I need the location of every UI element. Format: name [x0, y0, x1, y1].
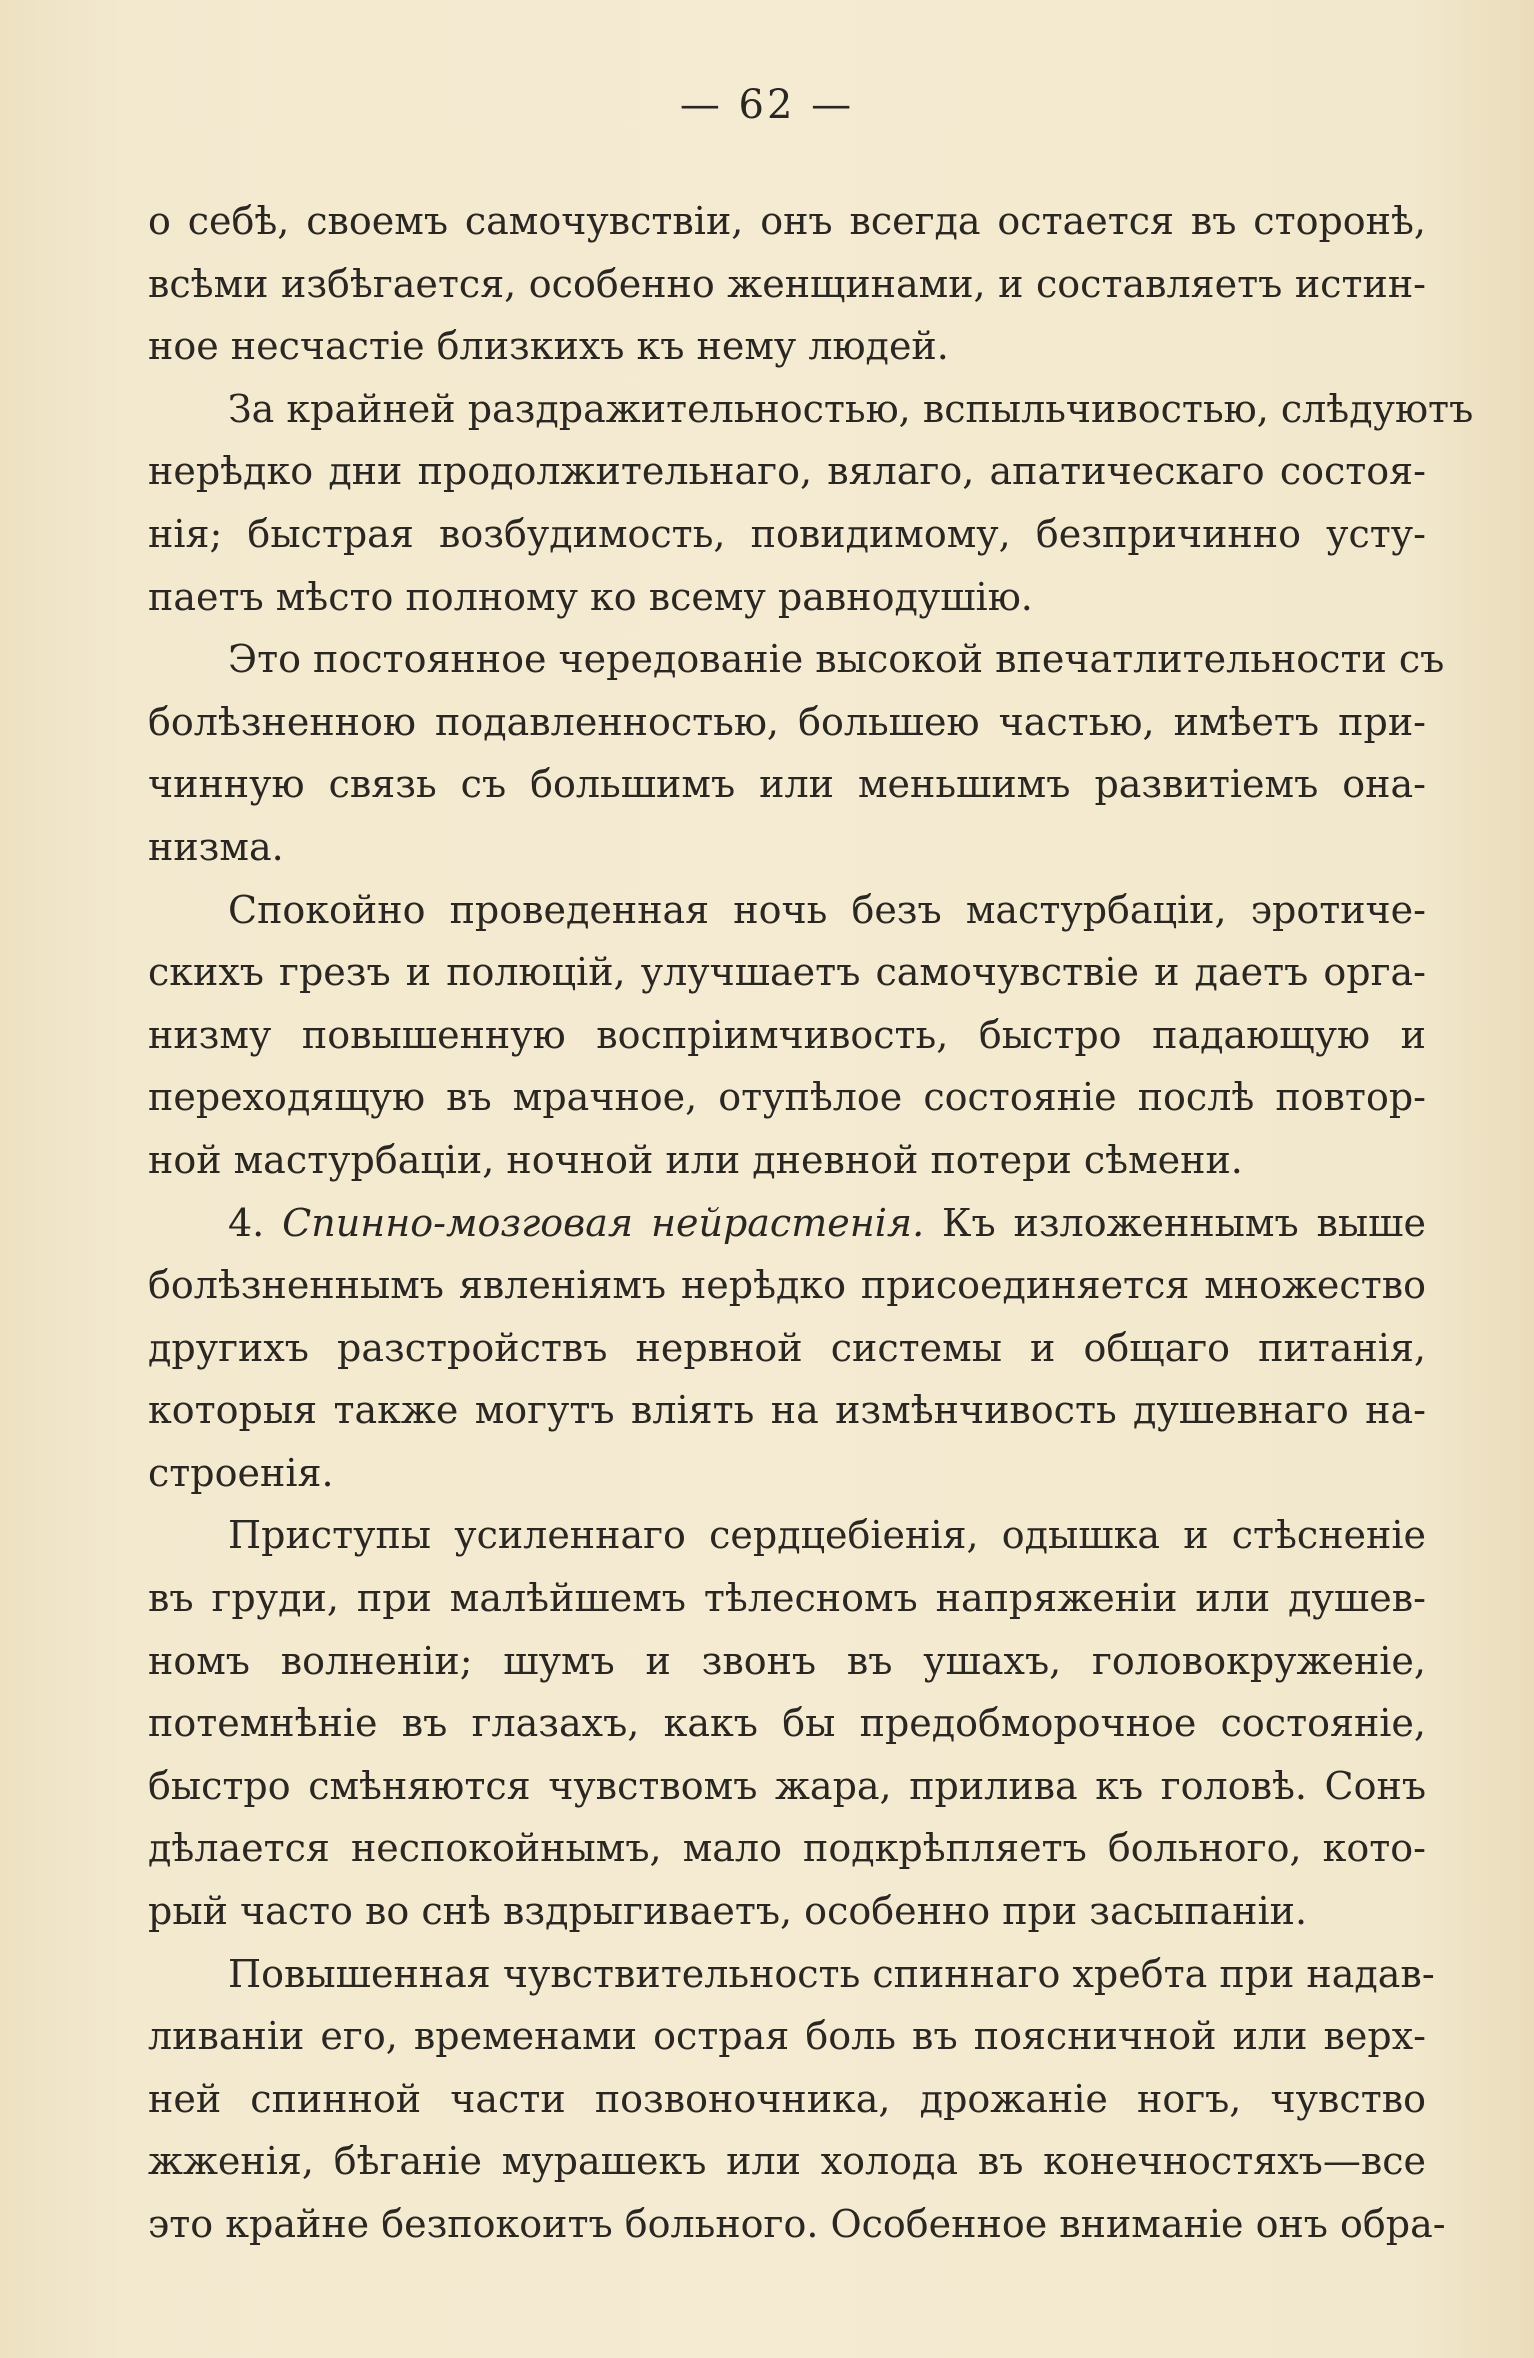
text-line: Повышенная чувствительность спиннаго хребта при надав-	[228, 1951, 1435, 1996]
text-line: въ груди, при малѣйшемъ тѣлесномъ напряженіи или душев-	[148, 1576, 1426, 1621]
text-line: Это постоянное чередованіе высокой впечатлительности съ	[228, 637, 1445, 682]
text-line: ной мастурбаціи, ночной или дневной потери сѣмени.	[148, 1137, 1243, 1182]
text-line: низму повышенную воспріимчивость, быстро падающую и	[148, 1012, 1426, 1057]
text-line: нія; быстрая возбудимость, повидимому, безпричинно усту-	[148, 511, 1426, 556]
text-line: ливаніи его, временами острая боль въ поясничной или верх-	[148, 2014, 1426, 2059]
text-line: Спокойно проведенная ночь безъ мастурбаціи, эротиче-	[228, 887, 1426, 932]
text-line: быстро смѣняются чувствомъ жара, прилива къ головѣ. Сонъ	[148, 1763, 1426, 1808]
text-line: дѣлается неспокойнымъ, мало подкрѣпляетъ больного, кото-	[148, 1826, 1426, 1871]
paragraph	[148, 628, 1445, 878]
body-text	[148, 190, 1474, 2256]
text-line: о себѣ, своемъ самочувствіи, онъ всегда остается въ сторонѣ,	[148, 199, 1426, 243]
text-line: скихъ грезъ и полюцій, улучшаетъ самочувствіе и даетъ орга-	[148, 950, 1426, 995]
text-line: это крайне безпокоитъ больного. Особенное вниманіе онъ обра-	[148, 2202, 1446, 2246]
text-line: болѣзненною подавленностью, большею частью, имѣетъ при-	[148, 699, 1426, 744]
paragraph	[148, 190, 1426, 378]
section-paragraph	[148, 1192, 1426, 1505]
text-line: паетъ мѣсто полному ко всему равнодушію.	[148, 574, 1033, 619]
text-line: болѣзненнымъ явленіямъ нерѣдко присоединяется множество	[148, 1263, 1426, 1308]
text-line: жженія, бѣганіе мурашекъ или холода въ конечностяхъ—все	[148, 2139, 1426, 2184]
text-line: рый часто во снѣ вздрыгиваетъ, особенно при засыпаніи.	[148, 1889, 1308, 1934]
text-line: которыя также могутъ вліять на измѣнчивость душевнаго на-	[148, 1388, 1426, 1433]
page-number: — 62 —	[679, 82, 855, 128]
text-line: всѣми избѣгается, особенно женщинами, и составляетъ истин-	[148, 261, 1426, 306]
text-line: ное несчастіе близкихъ къ нему людей.	[148, 324, 949, 369]
section-first-line-rest: Къ изложеннымъ выше	[942, 1200, 1426, 1245]
text-line: потемнѣніе въ глазахъ, какъ бы предобморочное состояніе,	[148, 1701, 1426, 1746]
text-line: За крайней раздражительностью, вспыльчивостью, слѣдуютъ	[228, 386, 1474, 431]
text-line: другихъ разстройствъ нервной системы и общаго питанія,	[148, 1325, 1426, 1370]
section-number: 4.	[228, 1200, 265, 1245]
text-line: номъ волненіи; шумъ и звонъ въ ушахъ, головокруженіе,	[148, 1638, 1426, 1683]
text-line: чинную связь съ большимъ или меньшимъ развитіемъ она-	[148, 762, 1426, 807]
text-line: нерѣдко дни продолжительнаго, вялаго, апатическаго состоя-	[148, 449, 1426, 494]
paragraph	[148, 879, 1426, 1192]
text-line: низма.	[148, 824, 284, 869]
text-line: ней спинной части позвоночника, дрожаніе ногъ, чувство	[148, 2076, 1426, 2121]
paragraph	[148, 1943, 1446, 2256]
text-line: строенія.	[148, 1450, 334, 1495]
section-first-line	[148, 1192, 1426, 1255]
paragraph	[148, 1504, 1426, 1942]
section-heading: Спинно-мозговая нейрастенія.	[282, 1200, 925, 1245]
paragraph	[148, 378, 1474, 628]
text-line: переходящую въ мрачное, отупѣлое состояніе послѣ повтор-	[148, 1075, 1426, 1120]
text-line: Приступы усиленнаго сердцебіенія, одышка и стѣсненіе	[228, 1513, 1426, 1558]
